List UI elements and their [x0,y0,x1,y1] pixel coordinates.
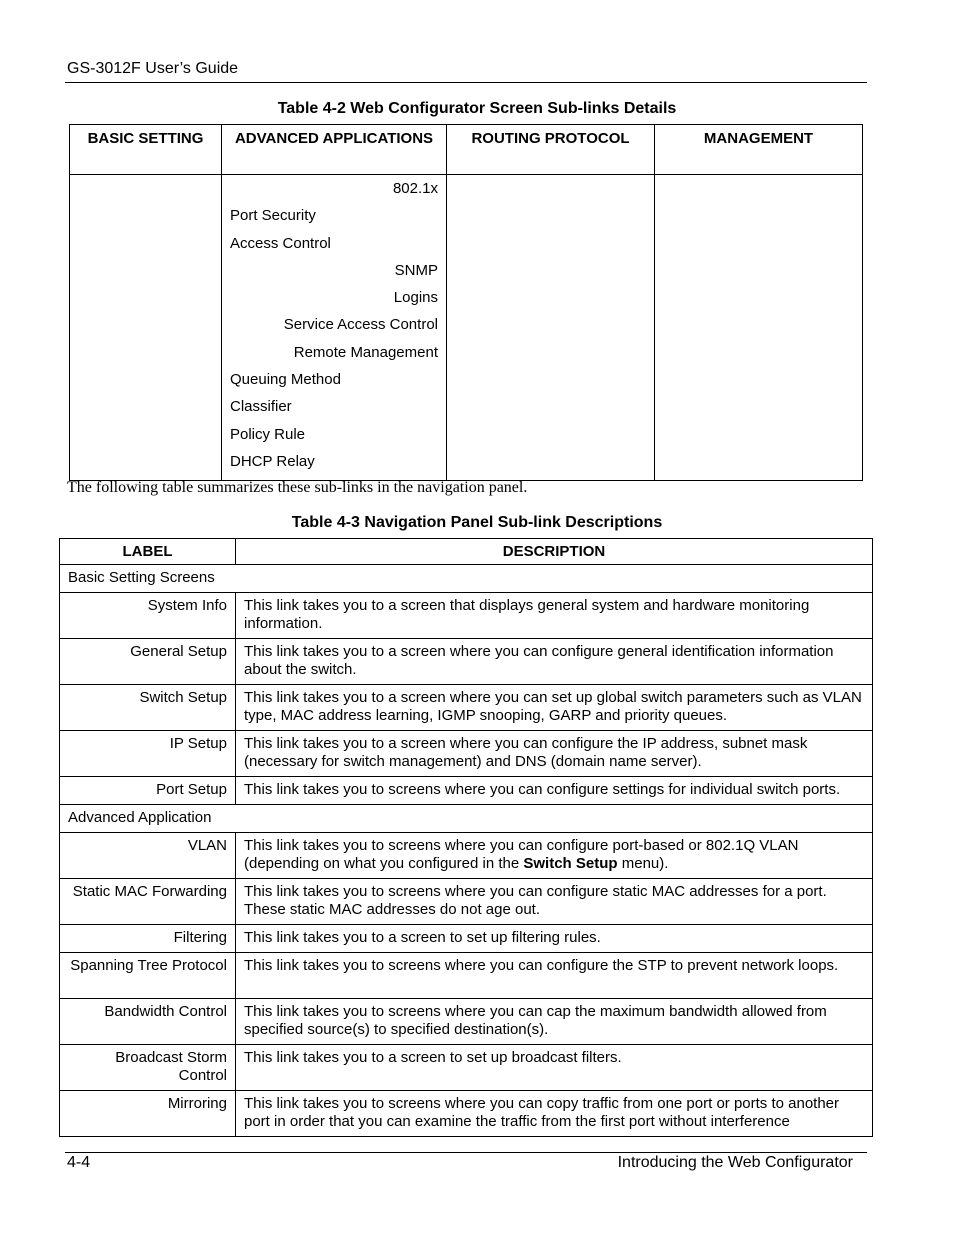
advanced-applications-cell [222,175,447,481]
description-text: menu). [617,855,669,872]
row-description: This link takes you to screens where you can copy traffic from one port or ports to another port in order that you can examine the traffic from the first port without interference [236,1091,873,1137]
row-description: This link takes you to a screen to set up broadcast filters. [236,1045,873,1091]
description-text: This link takes you to screens where you can configure port-based or 802.1Q VLAN (depending on what you configured in the [244,837,799,872]
advanced-application-item: Remote Management [293,343,438,361]
row-label: VLAN [60,833,236,879]
advanced-application-item: Access Control [230,234,331,252]
table-row [60,953,873,999]
table-4-2-caption: Table 4-2 Web Configurator Screen Sub-links Details [277,100,677,117]
advanced-application-item: Logins [393,289,438,307]
section-row [60,565,873,593]
column-header-routing-protocol: ROUTING PROTOCOL [447,125,655,175]
table-4-3-caption: Table 4-3 Navigation Panel Sub-link Descriptions [291,514,663,531]
navigation-panel-table [59,538,873,1137]
row-description: This link takes you to a screen where you can set up global switch parameters such as VLAN type, MAC address learning, IGMP snooping, GARP and priority queues. [236,685,873,731]
row-description: This link takes you to a screen that displays general system and hardware monitoring information. [236,593,873,639]
advanced-application-item: Classifier [230,398,292,416]
column-header-label: LABEL [60,539,236,565]
row-label: Static MAC Forwarding [60,879,236,925]
row-label: General Setup [60,639,236,685]
row-description: This link takes you to screens where you can configure static MAC addresses for a port. These static MAC addresses do not age out. [236,879,873,925]
table-row [60,1045,873,1091]
advanced-application-item: Service Access Control [283,316,438,334]
row-label: Bandwidth Control [60,999,236,1045]
table-row [60,1091,873,1137]
management-cell [655,175,863,481]
advanced-application-item: Policy Rule [230,425,306,443]
section-row [60,805,873,833]
section-label: Advanced Application [60,805,873,833]
row-description: This link takes you to a screen where you can configure general identification information about the switch. [236,639,873,685]
basic-setting-cell [70,175,222,481]
row-description [236,833,873,879]
chapter-title: Introducing the Web Configurator [617,1154,853,1171]
row-label: Filtering [60,925,236,953]
row-label: Spanning Tree Protocol [60,953,236,999]
advanced-application-item: 802.1x [392,180,438,197]
column-header-basic-setting: BASIC SETTING [70,125,222,175]
table-row [60,731,873,777]
row-description: This link takes you to screens where you can configure the STP to prevent network loops. [236,953,873,999]
table-row [60,777,873,805]
header-divider [65,82,867,83]
table-row [60,925,873,953]
row-description: This link takes you to screens where you can configure settings for individual switch ports. [236,777,873,805]
row-label: Broadcast Storm Control [60,1045,236,1091]
advanced-application-item: Port Security [230,207,316,225]
document-header-title: GS-3012F User’s Guide [67,60,239,77]
table-row [60,593,873,639]
row-description: This link takes you to a screen to set up filtering rules. [236,925,873,953]
intro-paragraph: The following table summarizes these sub-links in the navigation panel. [67,479,528,496]
table-row [60,639,873,685]
row-description: This link takes you to a screen where you can configure the IP address, subnet mask (necessary for switch management) and DNS (domain name server). [236,731,873,777]
table-row [60,833,873,879]
routing-protocol-cell [447,175,655,481]
footer-divider [65,1152,867,1153]
advanced-applications-list [222,175,446,480]
row-label: System Info [60,593,236,639]
table-row [60,879,873,925]
row-label: IP Setup [60,731,236,777]
advanced-application-item: DHCP Relay [230,452,315,470]
table-row [60,685,873,731]
row-label: Port Setup [60,777,236,805]
column-header-description: DESCRIPTION [236,539,873,565]
row-description: This link takes you to screens where you can cap the maximum bandwidth allowed from specified source(s) to specified destination(s). [236,999,873,1045]
section-label: Basic Setting Screens [60,565,873,593]
advanced-application-item: Queuing Method [230,371,341,389]
sub-links-details-table [69,124,863,481]
advanced-application-item: SNMP [394,261,438,279]
row-label: Switch Setup [60,685,236,731]
column-header-advanced-applications: ADVANCED APPLICATIONS [222,125,447,175]
page-number: 4-4 [67,1154,91,1171]
row-label: Mirroring [60,1091,236,1137]
table-row [60,999,873,1045]
navigation-table-body [60,565,873,1137]
description-bold-text: Switch Setup [523,855,618,872]
column-header-management: MANAGEMENT [655,125,863,175]
